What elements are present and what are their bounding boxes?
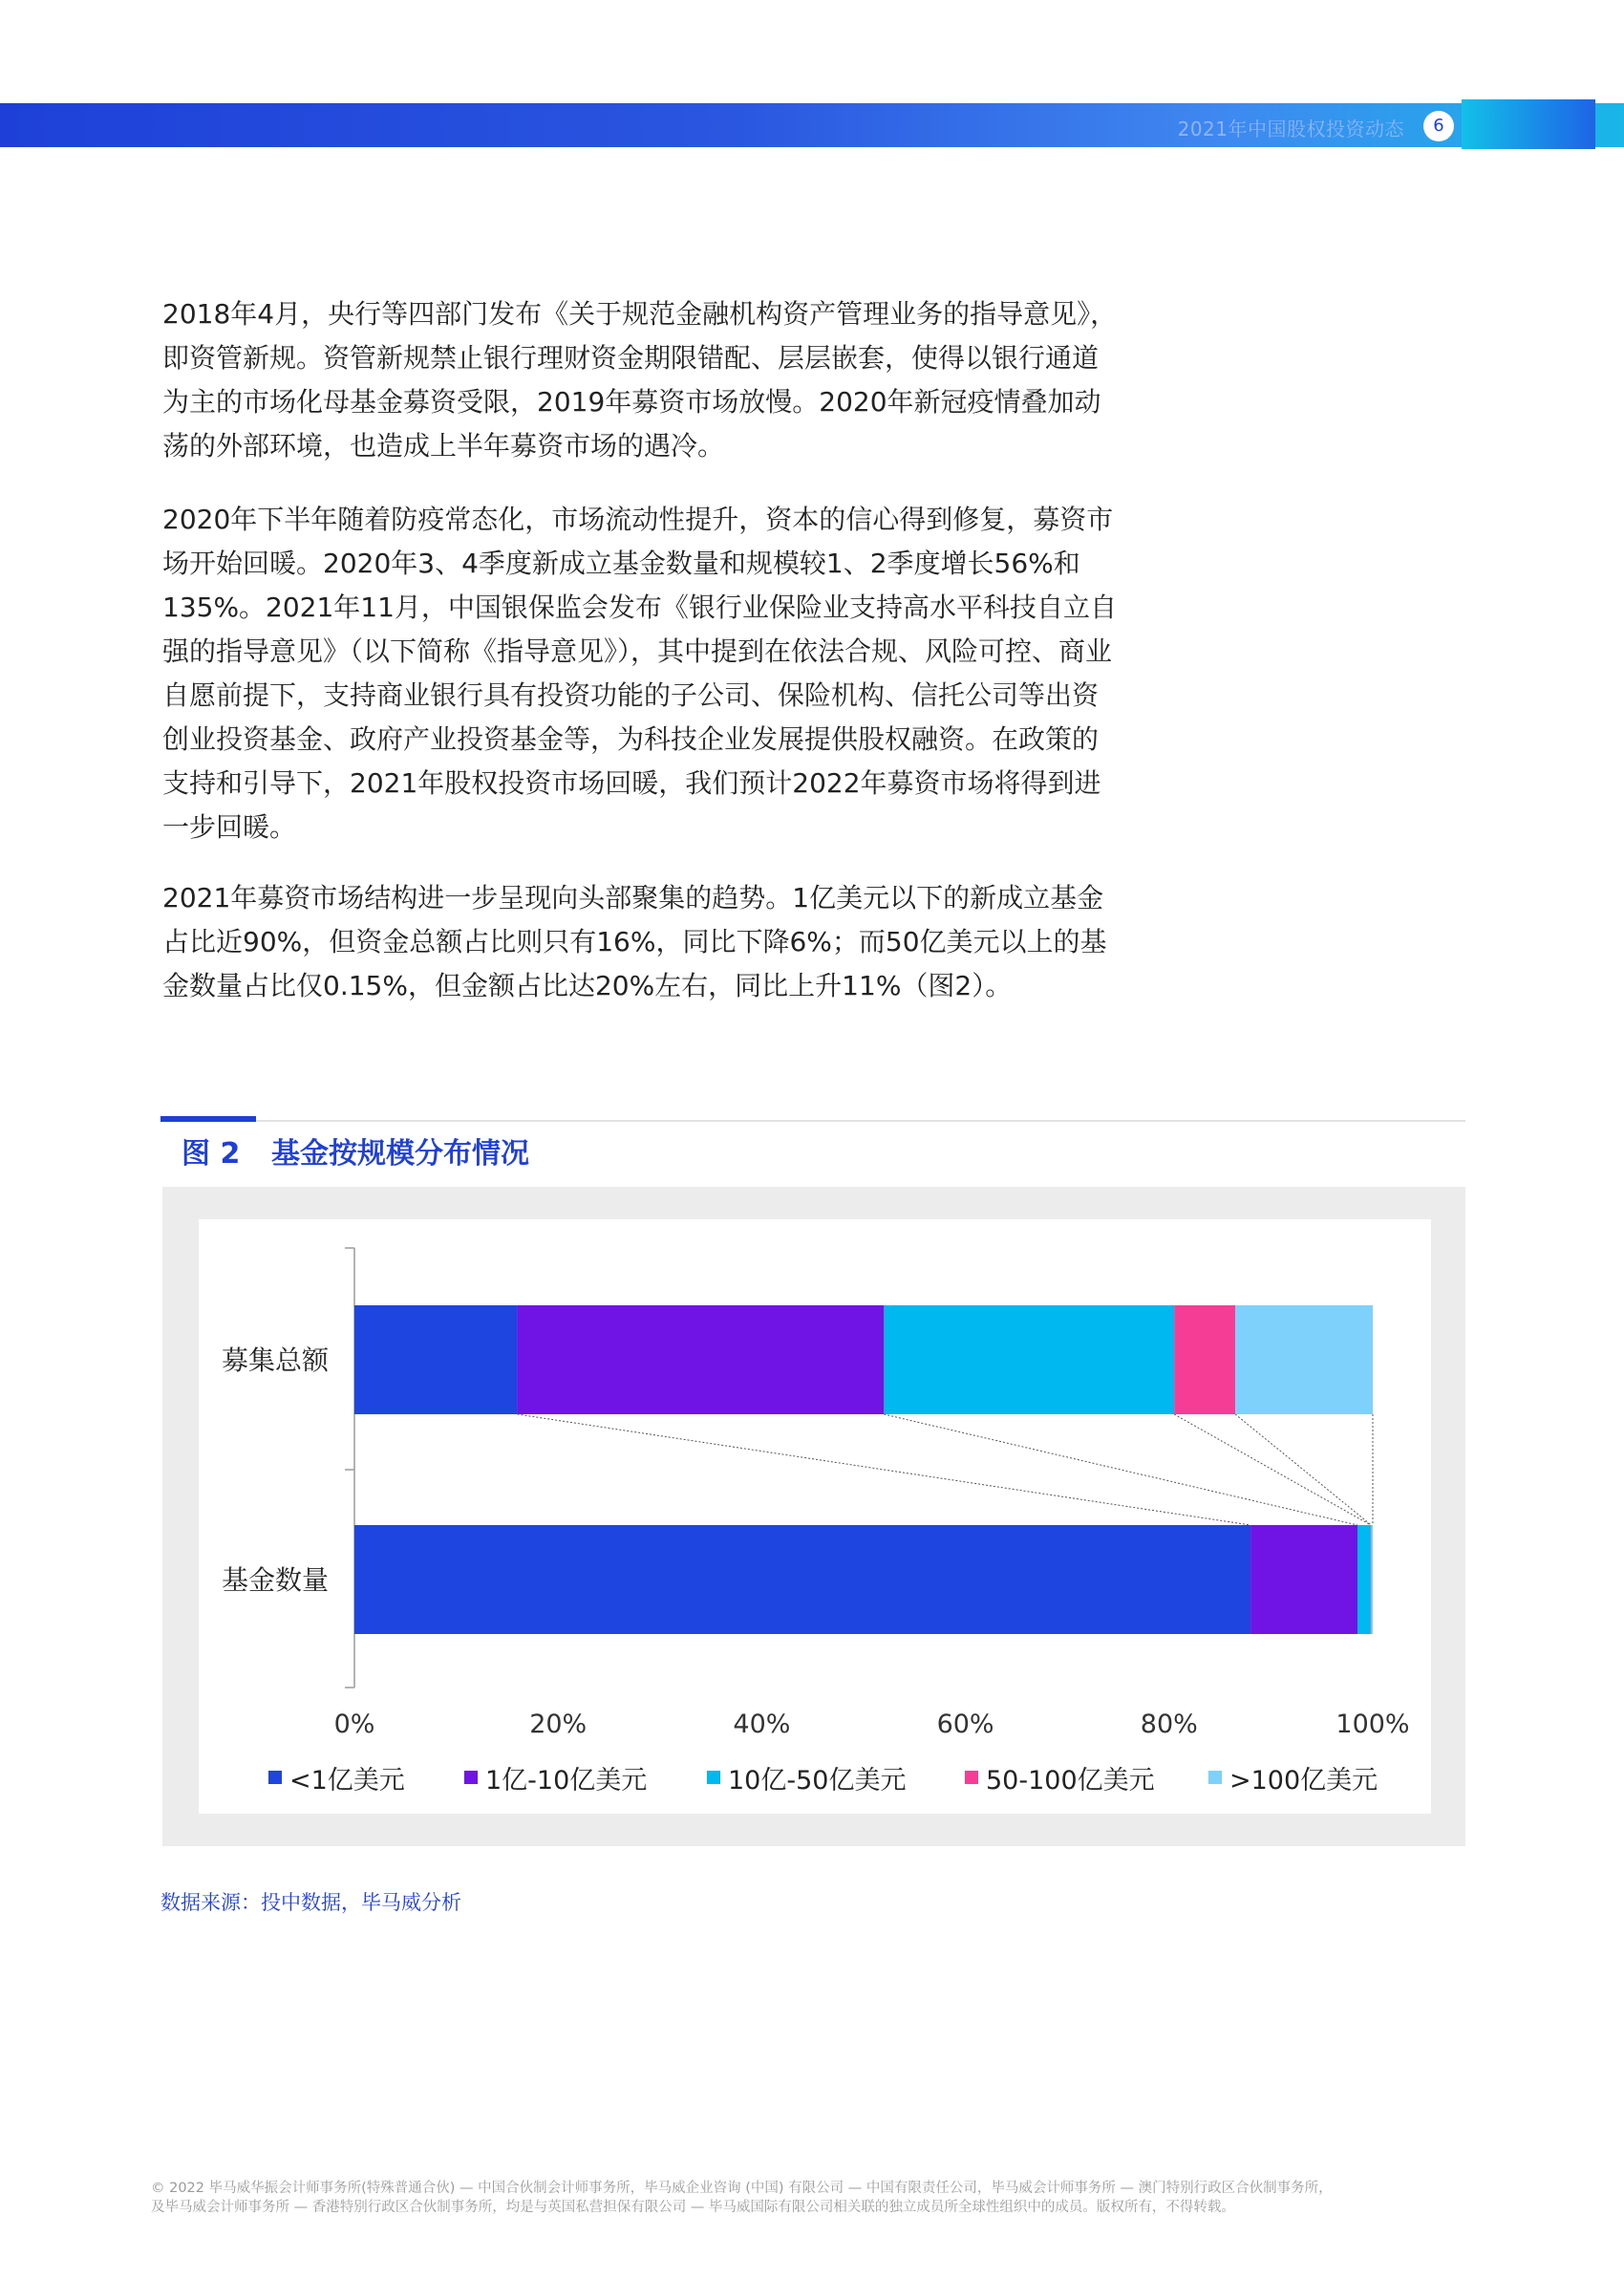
- x-tick-label: 0%: [333, 1710, 375, 1739]
- figure-title: 基金按规模分布情况: [271, 1137, 529, 1171]
- connector-line: [1235, 1414, 1371, 1525]
- x-tick-label: 100%: [1336, 1710, 1410, 1739]
- bar-segment: [1174, 1305, 1235, 1414]
- connector-line: [1174, 1414, 1371, 1525]
- connector-line: [518, 1414, 1251, 1525]
- x-tick-label: 60%: [936, 1710, 994, 1739]
- bar-segment: [518, 1305, 885, 1414]
- page-number: 6: [1423, 111, 1454, 141]
- legend-swatch: [707, 1771, 720, 1784]
- category-label: 募集总额: [221, 1344, 329, 1376]
- legend-label: 50-100亿美元: [986, 1766, 1155, 1796]
- x-tick-label: 20%: [529, 1710, 588, 1739]
- bar-segment: [1250, 1525, 1357, 1634]
- paragraph-3: 2021年募资市场结构进一步呈现向头部聚集的趋势。1亿美元以下的新成立基金占比近90%，但资金总额占比则只有16%，同比下降6%；而50亿美元以上的基金数量占比仅0.15%，但金额占比达20%左右，同比上升11%（图2）。: [162, 882, 1107, 1001]
- legend-label: >100亿美元: [1229, 1766, 1378, 1796]
- x-tick-label: 80%: [1140, 1710, 1198, 1739]
- bar-segment: [354, 1305, 518, 1414]
- paragraph-1: 2018年4月，央行等四部门发布《关于规范金融机构资产管理业务的指导意见》，即资管新规。资管新规禁止银行理财资金期限错配、层层嵌套，使得以银行通道为主的市场化母基金募资受限，2019年募资市场放慢。2020年新冠疫情叠加动荡的外部环境，也造成上半年募资市场的遇冷。: [162, 298, 1118, 462]
- legend-swatch: [464, 1771, 478, 1784]
- legend-label: <1亿美元: [289, 1766, 405, 1796]
- legend-swatch: [1208, 1771, 1222, 1784]
- figure-number: 图 2: [182, 1137, 241, 1171]
- bar-segment: [1357, 1525, 1371, 1634]
- legend-label: 10亿-50亿美元: [728, 1766, 907, 1796]
- connector-line: [884, 1414, 1357, 1525]
- bar-segment: [1371, 1525, 1373, 1634]
- bar-segment: [1371, 1525, 1372, 1634]
- footer-line-1: © 2022 毕马威华振会计师事务所(特殊普通合伙) — 中国合伙制会计师事务所，毕马威企业咨询 (中国) 有限公司 — 中国有限责任公司，毕马威会计师事务所 — 澳门特别行政区合伙制事务所，: [151, 2181, 1333, 2196]
- category-label: 基金数量: [221, 1564, 329, 1596]
- copyright-footer: [151, 2179, 1488, 2217]
- legend-swatch: [965, 1771, 978, 1784]
- legend-label: 1亿-10亿美元: [485, 1766, 648, 1796]
- x-tick-label: 40%: [733, 1710, 791, 1739]
- header-title: 2021年中国股权投资动态: [1177, 118, 1404, 140]
- data-source: 数据来源：投中数据，毕马威分析: [160, 1891, 461, 1914]
- legend-swatch: [268, 1771, 282, 1784]
- footer-line-2: 及毕马威会计师事务所 — 香港特别行政区合伙制事务所，均是与英国私营担保有限公司 — 毕马威国际有限公司相关联的独立成员所全球性组织中的成员。版权所有，不得转载。: [151, 2200, 1235, 2215]
- bar-segment: [1235, 1305, 1373, 1414]
- bar-segment: [354, 1525, 1250, 1634]
- paragraph-2: 2020年下半年随着防疫常态化，市场流动性提升，资本的信心得到修复，募资市场开始回暖。2020年3、4季度新成立基金数量和规模较1、2季度增长56%和135%。2021年11月，中国银保监会发布《银行业保险业支持高水平科技自立自强的指导意见》（以下简称《指导意见》），其中提到在依法合规、风险可控、商业自愿前提下，支持商业银行具有投资功能的子公司、保险机构、信托公司等出资创业投资基金、政府产业投资基金等，为科技企业发展提供股权融资。在政策的支持和引导下，2021年股权投资市场回暖，我们预计2022年募资市场将得到进一步回暖。: [162, 504, 1117, 843]
- bar-segment: [884, 1305, 1174, 1414]
